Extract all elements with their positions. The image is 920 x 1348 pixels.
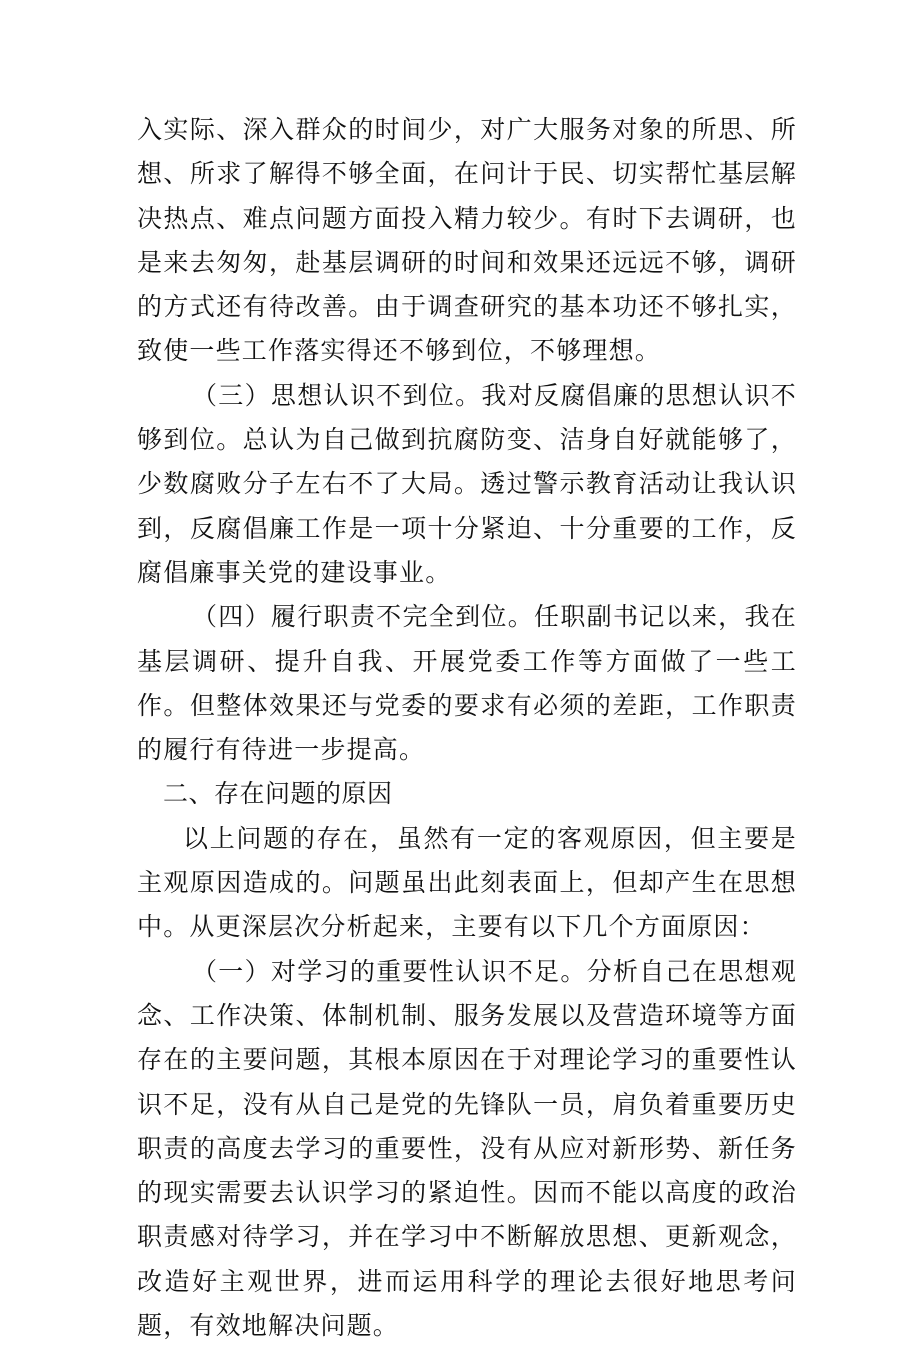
paragraph-item-4: （四）履行职责不完全到位。任职副书记以来，我在基层调研、提升自我、开展党委工作等方面做了一些工作。但整体效果还与党委的要求有必须的差距，工作职责的履行有待进一步提高。 bbox=[137, 602, 797, 765]
section-heading: 二、存在问题的原因 bbox=[163, 779, 393, 809]
paragraph-item-3: （三）思想认识不到位。我对反腐倡廉的思想认识不够到位。总认为自己做到抗腐防变、洁身自好就能够了，少数腐败分子左右不了大局。透过警示教育活动让我认识到，反腐倡廉工作是一项十分紧迫、十分重要的工作，反腐倡廉事关党的建设事业。 bbox=[137, 380, 797, 587]
paragraph-continuation: 入实际、深入群众的时间少，对广大服务对象的所思、所想、所求了解得不够全面，在问计于民、切实帮忙基层解决热点、难点问题方面投入精力较少。有时下去调研，也是来去匆匆，赴基层调研的时间和效果还远远不够，调研的方式还有待改善。由于调查研究的基本功还不够扎实，致使一些工作落实得还不够到位，不够理想。 bbox=[137, 115, 797, 366]
document-body bbox=[137, 108, 797, 1348]
paragraph-intro: 以上问题的存在，虽然有一定的客观原因，但主要是主观原因造成的。问题虽出此刻表面上，但却产生在思想中。从更深层次分析起来，主要有以下几个方面原因： bbox=[137, 823, 797, 942]
paragraph-cause-1: （一）对学习的重要性认识不足。分析自己在思想观念、工作决策、体制机制、服务发展以及营造环境等方面存在的主要问题，其根本原因在于对理论学习的重要性认识不足，没有从自己是党的先锋队一员，肩负着重要历史职责的高度去学习的重要性，没有从应对新形势、新任务的现实需要去认识学习的紧迫性。因而不能以高度的政治职责感对待学习，并在学习中不断解放思想、更新观念，改造好主观世界，进而运用科学的理论去很好地思考问题，有效地解决问题。 bbox=[137, 956, 797, 1341]
